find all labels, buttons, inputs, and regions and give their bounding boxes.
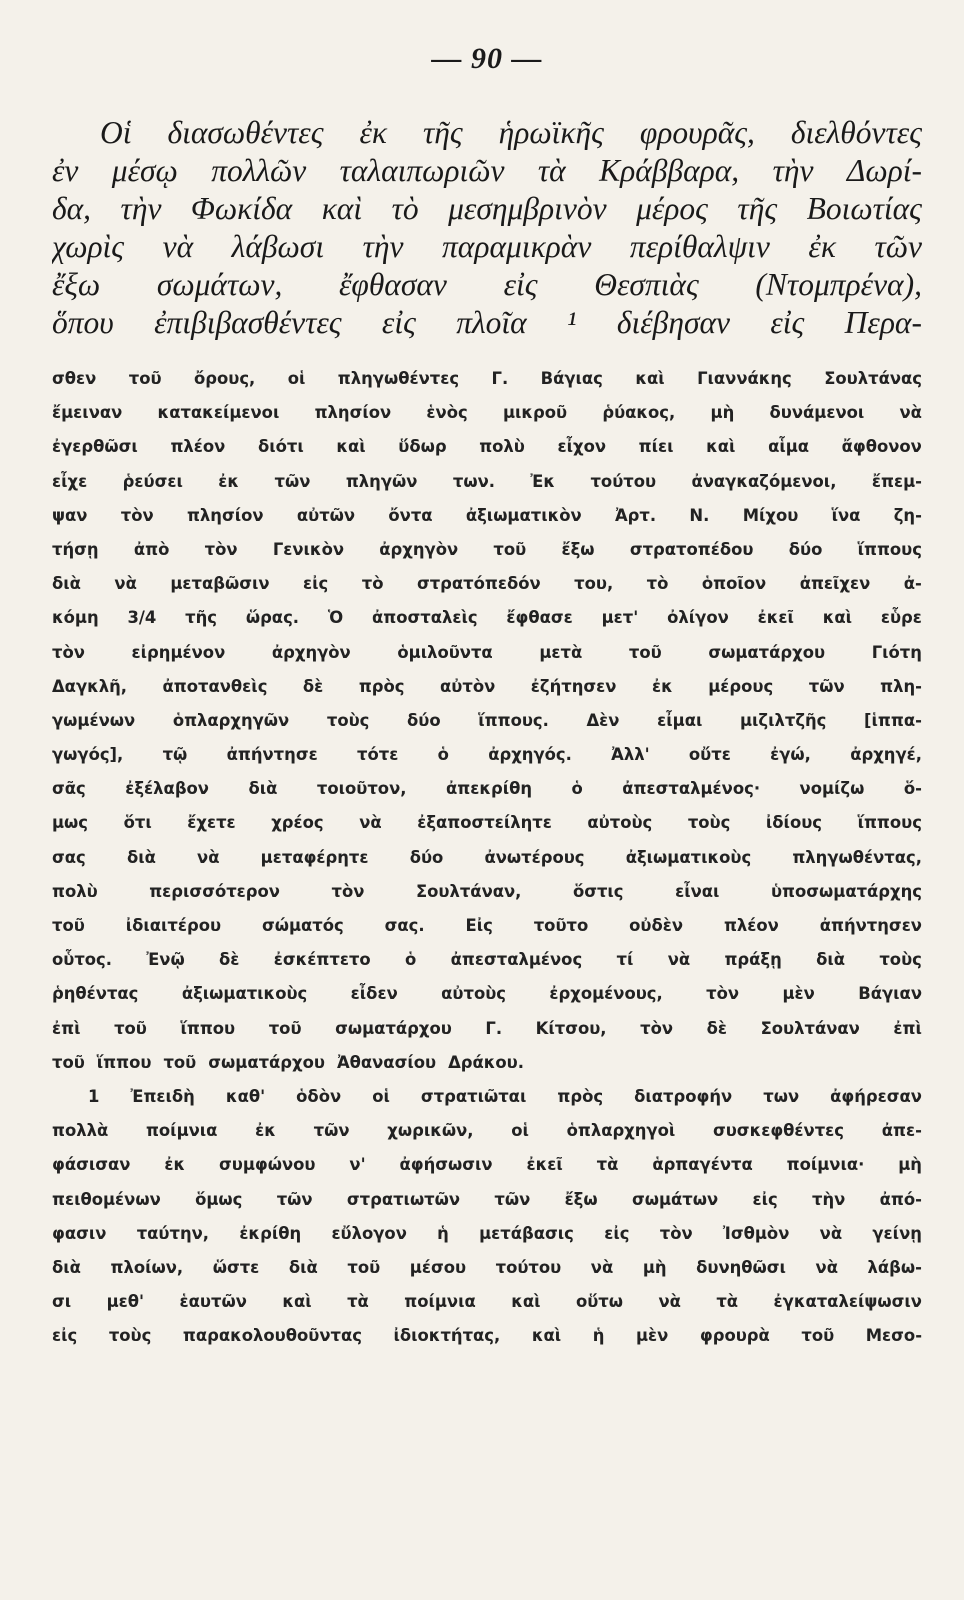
text-line: ἐπὶ τοῦ ἵππου τοῦ σωματάρχου Γ. Κίτσου, τὸν δὲ Σουλτάναν ἐπὶ	[52, 1018, 922, 1038]
text-line: ἔμειναν κατακείμενοι πλησίον ἑνὸς μικροῦ ῥύακος, μὴ δυνάμενοι νὰ	[52, 403, 922, 423]
text-line: οὗτος. Ἐνῷ δὲ ἐσκέπτετο ὁ ἀπεσταλμένος τί νὰ πράξῃ διὰ τοὺς	[52, 950, 922, 970]
footnote-line: διὰ πλοίων, ὥστε διὰ τοῦ μέσου τούτου νὰ μὴ δυνηθῶσι νὰ λάβω-	[52, 1257, 922, 1277]
footnote-line: σι μεθ' ἑαυτῶν καὶ τὰ ποίμνια καὶ οὕτω νὰ τὰ ἐγκαταλείψωσιν	[52, 1292, 922, 1312]
text-line: τὸν εἰρημένον ἀρχηγὸν ὁμιλοῦντα μετὰ τοῦ σωματάρχου Γιότη	[52, 642, 922, 662]
text-line: πολὺ περισσότερον τὸν Σουλτάναν, ὅστις εἶναι ὑποσωματάρχης	[52, 881, 922, 901]
text-line: γωμένων ὁπλαρχηγῶν τοὺς δύο ἵππους. Δὲν εἶμαι μιζιλτζῆς [ἱππα-	[52, 710, 922, 730]
text-line: γωγός], τῷ ἀπήντησε τότε ὁ ἀρχηγός. Ἀλλ' οὔτε ἐγώ, ἀρχηγέ,	[52, 745, 922, 765]
text-line: τοῦ ἵππου τοῦ σωματάρχου Ἀθανασίου Δράκου.	[52, 1052, 524, 1072]
main-line: ὅπου ἐπιβιβασθέντες εἰς πλοῖα ¹ διέβησαν εἰς Περα-	[52, 305, 922, 340]
footnote-line: πολλὰ ποίμνια ἐκ τῶν χωρικῶν, οἱ ὁπλαρχηγοὶ συσκεφθέντες ἀπε-	[52, 1121, 922, 1141]
text-line: ψαν τὸν πλησίον αὐτῶν ὄντα ἀξιωματικὸν Ἀρτ. Ν. Μίχου ἵνα ζη-	[52, 505, 922, 525]
text-line: μως ὅτι ἔχετε χρέος νὰ ἐξαποστείλητε αὐτοὺς τοὺς ἰδίους ἵππους	[52, 813, 922, 833]
text-line: σθεν τοῦ ὄρους, οἱ πληγωθέντες Γ. Βάγιας καὶ Γιαννάκης Σουλτάνας	[52, 369, 922, 388]
text-line: εἶχε ῥεύσει ἐκ τῶν πληγῶν των. Ἐκ τούτου ἀναγκαζόμενοι, ἔπεμ-	[52, 471, 922, 491]
main-line: ἔξω σωμάτων, ἔφθασαν εἰς Θεσπιὰς (Ντομπρένα),	[52, 267, 922, 302]
small-print-text	[52, 362, 922, 1353]
main-line: χωρὶς νὰ λάβωσι τὴν παραμικρὰν περίθαλψιν ἐκ τῶν	[52, 229, 922, 264]
footnote-line: φάσισαν ἐκ συμφώνου ν' ἀφήσωσιν ἐκεῖ τὰ ἁρπαγέντα ποίμνια· μὴ	[52, 1155, 922, 1175]
main-line: Οἱ διασωθέντες ἐκ τῆς ἡρωϊκῆς φρουρᾶς, διελθόντες	[100, 115, 922, 150]
text-line: ῥηθέντας ἀξιωματικοὺς εἶδεν αὐτοὺς ἐρχομένους, τὸν μὲν Βάγιαν	[52, 984, 922, 1004]
text-line: διὰ νὰ μεταβῶσιν εἰς τὸ στρατόπεδόν του, τὸ ὁποῖον ἀπεῖχεν ἀ-	[52, 574, 922, 594]
footnote-line: φασιν ταύτην, ἐκρίθη εὔλογον ἡ μετάβασις εἰς τὸν Ἰσθμὸν νὰ γείνῃ	[52, 1223, 922, 1243]
footnote-line: εἰς τοὺς παρακολουθοῦντας ἰδιοκτήτας, καὶ ἡ μὲν φρουρὰ τοῦ Μεσο-	[52, 1326, 922, 1346]
text-line: σας διὰ νὰ μεταφέρητε δύο ἀνωτέρους ἀξιωματικοὺς πληγωθέντας,	[52, 847, 922, 867]
footnote-line: πειθομένων ὅμως τῶν στρατιωτῶν τῶν ἔξω σωμάτων εἰς τὴν ἀπό-	[52, 1189, 922, 1209]
text-line: κόμη 3/4 τῆς ὥρας. Ὁ ἀποσταλεὶς ἔφθασε μετ' ὀλίγον ἐκεῖ καὶ εὗρε	[52, 608, 922, 628]
main-paragraph	[52, 114, 922, 342]
text-line: ἐγερθῶσι πλέον διότι καὶ ὕδωρ πολὺ εἶχον πίει καὶ αἷμα ἄφθονον	[52, 437, 922, 457]
footnote-line: 1 Ἐπειδὴ καθ' ὁδὸν οἱ στρατιῶται πρὸς διατροφήν των ἀφήρεσαν	[88, 1086, 922, 1106]
page-number: — 90 —	[431, 42, 543, 75]
main-line: ἐν μέσῳ πολλῶν ταλαιπωριῶν τὰ Κράββαρα, τὴν Δωρί-	[52, 153, 922, 188]
text-line: τήσῃ ἀπὸ τὸν Γενικὸν ἀρχηγὸν τοῦ ἔξω στρατοπέδου δύο ἵππους	[52, 539, 922, 559]
text-line: Δαγκλῆ, ἀποτανθεὶς δὲ πρὸς αὐτὸν ἐζήτησεν ἐκ μέρους τῶν πλη-	[52, 676, 922, 696]
text-line: σᾶς ἐξέλαβον διὰ τοιοῦτον, ἀπεκρίθη ὁ ἀπεσταλμένος· νομίζω ὅ-	[52, 779, 922, 799]
text-line: τοῦ ἰδιαιτέρου σώματός σας. Εἰς τοῦτο οὐδὲν πλέον ἀπήντησεν	[52, 916, 922, 935]
main-line: δα, τὴν Φωκίδα καὶ τὸ μεσημβρινὸν μέρος τῆς Βοιωτίας	[52, 191, 922, 226]
